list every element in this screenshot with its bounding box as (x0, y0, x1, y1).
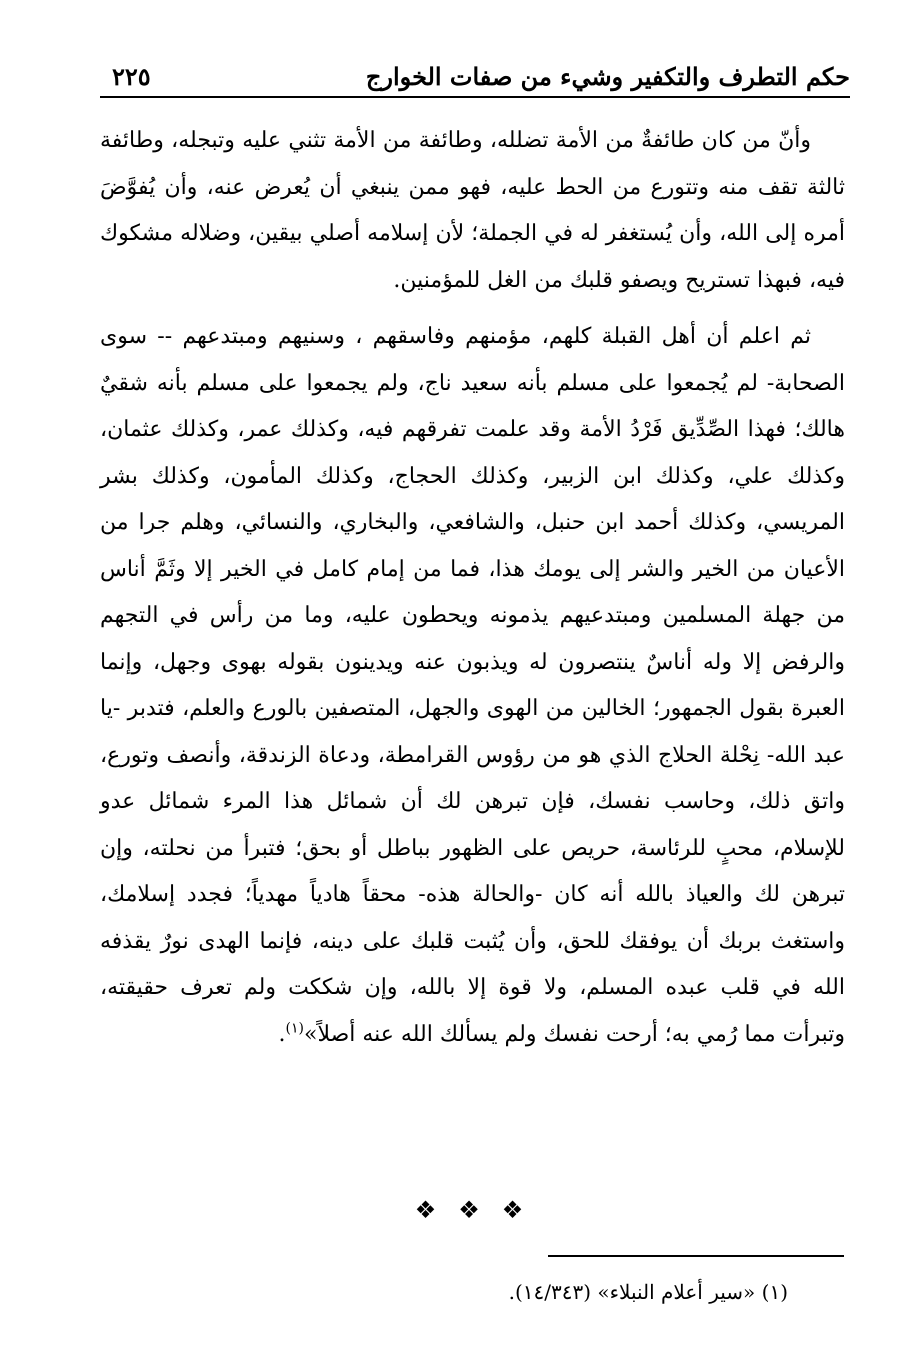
footnote: (١) «سير أعلام النبلاء» (١٤/٣٤٣). (508, 1280, 788, 1304)
paragraph-2-text: ثم اعلم أن أهل القبلة كلهم، مؤمنهم وفاسقهم ، وسنيهم ومبتدعهم -- سوى الصحابة- لم يُجمعوا على مسلم بأنه سعيد ناج، ولم يجمعوا على مسلم بأنه شقيٌ هالك؛ فهذا الصِّدِّيق فَرْدُ الأمة وقد علمت تفرقهم فيه، وكذلك عمر، وكذلك عثمان، وكذلك علي، وكذلك ابن الزبير، وكذلك الحجاج، وكذلك المأمون، وكذلك بشر المريسي، وكذلك أحمد ابن حنبل، والشافعي، والبخاري، والنسائي، وهلم جرا من الأعيان من الخير والشر إلى يومك هذا، فما من إمام كامل في الخير إلا وثَمَّ أناس من جهلة المسلمين ومبتدعيهم يذمونه ويحطون عليه، وما من رأس في التجهم والرفض إلا وله أناسٌ ينتصرون له ويذبون عنه ويدينون بقوله بهوى وجهل، وإنما العبرة بقول الجمهور؛ الخالين من الهوى والجهل، المتصفين بالورع والعلم، فتدبر -يا عبد الله- نِحْلة الحلاج الذي هو من رؤوس القرامطة، ودعاة الزندقة، وأنصف وتورع، واتق ذلك، وحاسب نفسك، فإن تبرهن لك أن شمائل هذا المرء شمائل عدو للإسلام، محبٍ للرئاسة، حريص على الظهور بباطل أو بحق؛ فتبرأ من نحلته، وإن تبرهن لك والعياذ بالله أنه كان -والحالة هذه- محقاً هادياً مهدياً؛ فجدد إسلامك، واستغث بربك أن يوفقك للحق، وأن يُثبت قلبك على دينه، فإنما الهدى نورٌ يقذفه الله في قلب عبده المسلم، ولا قوة إلا بالله، وإن شككت ولم تعرف حقيقته، وتبرأت مما رُمي به؛ أرحت نفسك ولم يسألك الله عنه أصلاً» (100, 324, 846, 1047)
footnote-rule (548, 1255, 844, 1257)
paragraph-1: وأنّ من كان طائفةٌ من الأمة تضلله، وطائفة من الأمة تثني عليه وتبجله، وطائفة ثالثة تقف منه وتتورع من الحط عليه، فهو ممن ينبغي أن يُعرض عنه، وأن يُفوَّضَ أمره إلى الله، وأن يُستغفر له في الجملة؛ لأن إسلامه أصلي بيقين، وضلاله مشكوك فيه، فبهذا تستريح ويصفو قلبك من الغل للمؤمنين. (100, 128, 845, 293)
running-title: حكم التطرف والتكفير وشيء من صفات الخوارج (365, 62, 850, 91)
page-number: ٢٢٥ (112, 62, 151, 91)
section-separator: ❖❖❖ (414, 1196, 546, 1224)
running-header (100, 56, 850, 96)
header-rule (100, 96, 850, 98)
body-text (100, 118, 845, 1058)
paragraph-2 (100, 314, 845, 1058)
footnote-reference: (١) (285, 1020, 304, 1037)
paragraph-2-end: . (278, 1021, 286, 1047)
